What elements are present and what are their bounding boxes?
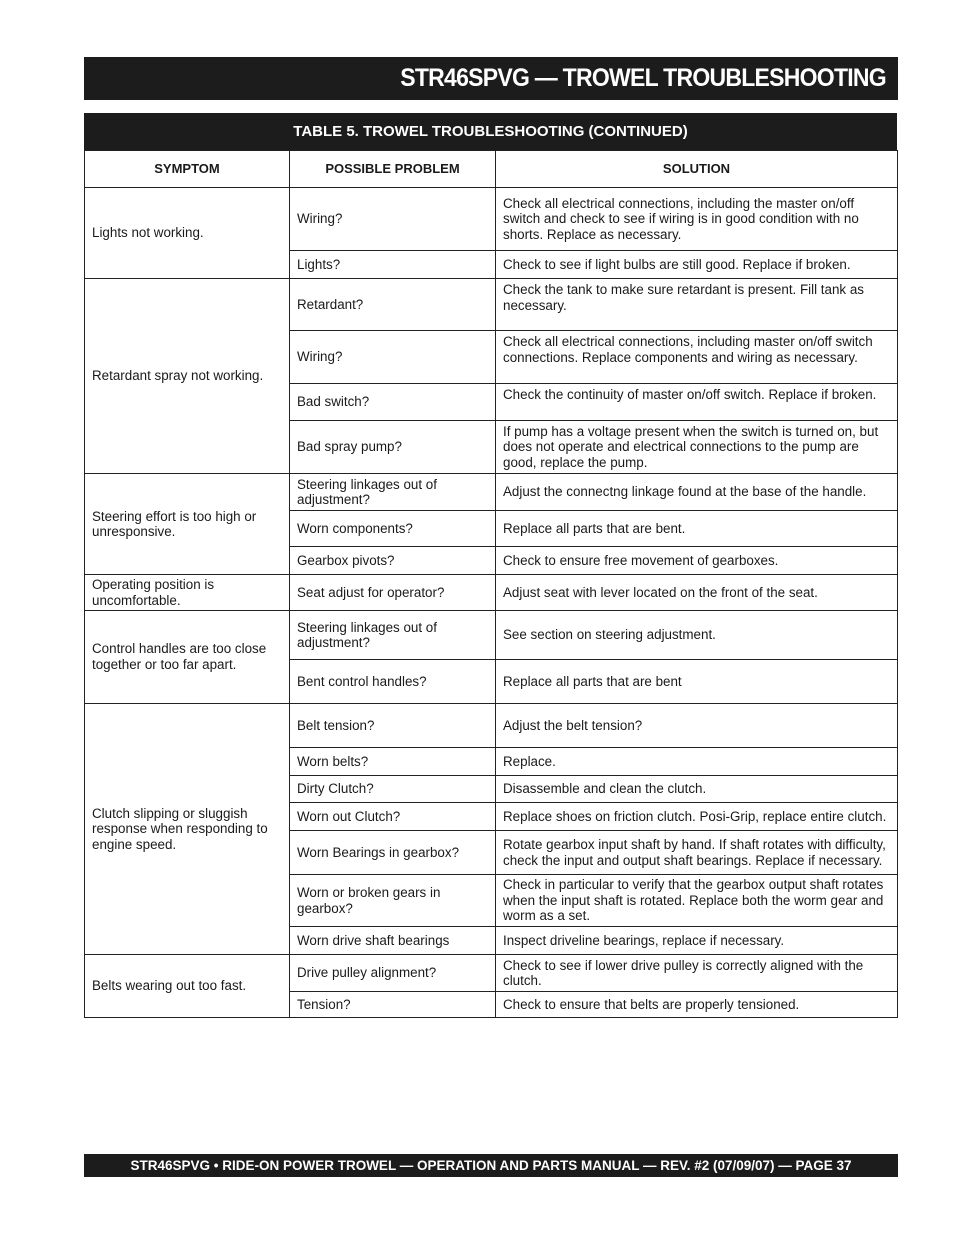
header-solution: SOLUTION: [496, 151, 898, 188]
problem-cell: Worn Bearings in gearbox?: [290, 831, 496, 875]
solution-cell: If pump has a voltage present when the switch is turned on, but does not operate and electrical connections to the pump are good, replace the pump.: [496, 421, 898, 474]
symptom-cell: Operating position is uncomfortable.: [85, 575, 290, 611]
problem-cell: Worn or broken gears in gearbox?: [290, 875, 496, 927]
problem-cell: Gearbox pivots?: [290, 547, 496, 575]
solution-cell: Check to see if light bulbs are still good. Replace if broken.: [496, 251, 898, 279]
problem-cell: Worn out Clutch?: [290, 803, 496, 831]
solution-cell: Adjust seat with lever located on the front of the seat.: [496, 575, 898, 611]
solution-cell: Adjust the belt tension?: [496, 704, 898, 748]
symptom-cell: Control handles are too close together or too far apart.: [85, 611, 290, 704]
header-symptom: SYMPTOM: [85, 151, 290, 188]
table-row: [85, 704, 898, 748]
table-row: [85, 474, 898, 511]
problem-cell: Bad spray pump?: [290, 421, 496, 474]
table-row: [85, 575, 898, 611]
solution-cell: Check the continuity of master on/off switch. Replace if broken.: [496, 384, 898, 421]
table-header-row: [85, 151, 898, 188]
problem-cell: Worn components?: [290, 511, 496, 547]
solution-cell: Check to ensure that belts are properly tensioned.: [496, 992, 898, 1018]
symptom-cell: Lights not working.: [85, 188, 290, 279]
problem-cell: Bent control handles?: [290, 660, 496, 704]
symptom-cell: Belts wearing out too fast.: [85, 955, 290, 1018]
solution-cell: Rotate gearbox input shaft by hand. If shaft rotates with difficulty, check the input and output shaft bearings. Replace if necessary.: [496, 831, 898, 875]
troubleshooting-table-section: [84, 113, 897, 1018]
solution-cell: Adjust the connectng linkage found at the base of the handle.: [496, 474, 898, 511]
solution-cell: Replace all parts that are bent.: [496, 511, 898, 547]
problem-cell: Drive pulley alignment?: [290, 955, 496, 992]
problem-cell: Steering linkages out of adjustment?: [290, 611, 496, 660]
symptom-cell: Retardant spray not working.: [85, 279, 290, 474]
header-problem: POSSIBLE PROBLEM: [290, 151, 496, 188]
solution-cell: Check in particular to verify that the gearbox output shaft rotates when the input shaft is rotated. Replace both the worm gear and worm as a set.: [496, 875, 898, 927]
problem-cell: Seat adjust for operator?: [290, 575, 496, 611]
solution-cell: Replace all parts that are bent: [496, 660, 898, 704]
page-title-bar: [84, 57, 898, 100]
page-title: STR46SPVG — TROWEL TROUBLESHOOTING: [400, 64, 886, 92]
page-footer: STR46SPVG • RIDE-ON POWER TROWEL — OPERATION AND PARTS MANUAL — REV. #2 (07/09/07) — PAGE 37: [84, 1154, 898, 1177]
problem-cell: Retardant?: [290, 279, 496, 331]
problem-cell: Worn belts?: [290, 748, 496, 776]
table-title: TABLE 5. TROWEL TROUBLESHOOTING (CONTINUED): [84, 113, 897, 150]
table-row: [85, 279, 898, 331]
table-body: [85, 188, 898, 1018]
table-row: [85, 955, 898, 992]
symptom-cell: Clutch slipping or sluggish response when responding to engine speed.: [85, 704, 290, 955]
table-row: [85, 188, 898, 251]
solution-cell: Check to ensure free movement of gearboxes.: [496, 547, 898, 575]
solution-cell: Check the tank to make sure retardant is present. Fill tank as necessary.: [496, 279, 898, 331]
solution-cell: Replace shoes on friction clutch. Posi-Grip, replace entire clutch.: [496, 803, 898, 831]
troubleshooting-table: [84, 150, 898, 1018]
solution-cell: See section on steering adjustment.: [496, 611, 898, 660]
symptom-cell: Steering effort is too high or unresponsive.: [85, 474, 290, 575]
problem-cell: Steering linkages out of adjustment?: [290, 474, 496, 511]
solution-cell: Inspect driveline bearings, replace if necessary.: [496, 927, 898, 955]
problem-cell: Wiring?: [290, 331, 496, 384]
problem-cell: Wiring?: [290, 188, 496, 251]
solution-cell: Check to see if lower drive pulley is correctly aligned with the clutch.: [496, 955, 898, 992]
solution-cell: Check all electrical connections, including the master on/off switch and check to see if wiring is in good condition with no shorts. Replace as necessary.: [496, 188, 898, 251]
solution-cell: Replace.: [496, 748, 898, 776]
problem-cell: Belt tension?: [290, 704, 496, 748]
problem-cell: Dirty Clutch?: [290, 776, 496, 803]
solution-cell: Check all electrical connections, including master on/off switch connections. Replace components and wiring as necessary.: [496, 331, 898, 384]
problem-cell: Lights?: [290, 251, 496, 279]
problem-cell: Tension?: [290, 992, 496, 1018]
problem-cell: Bad switch?: [290, 384, 496, 421]
solution-cell: Disassemble and clean the clutch.: [496, 776, 898, 803]
problem-cell: Worn drive shaft bearings: [290, 927, 496, 955]
table-row: [85, 611, 898, 660]
